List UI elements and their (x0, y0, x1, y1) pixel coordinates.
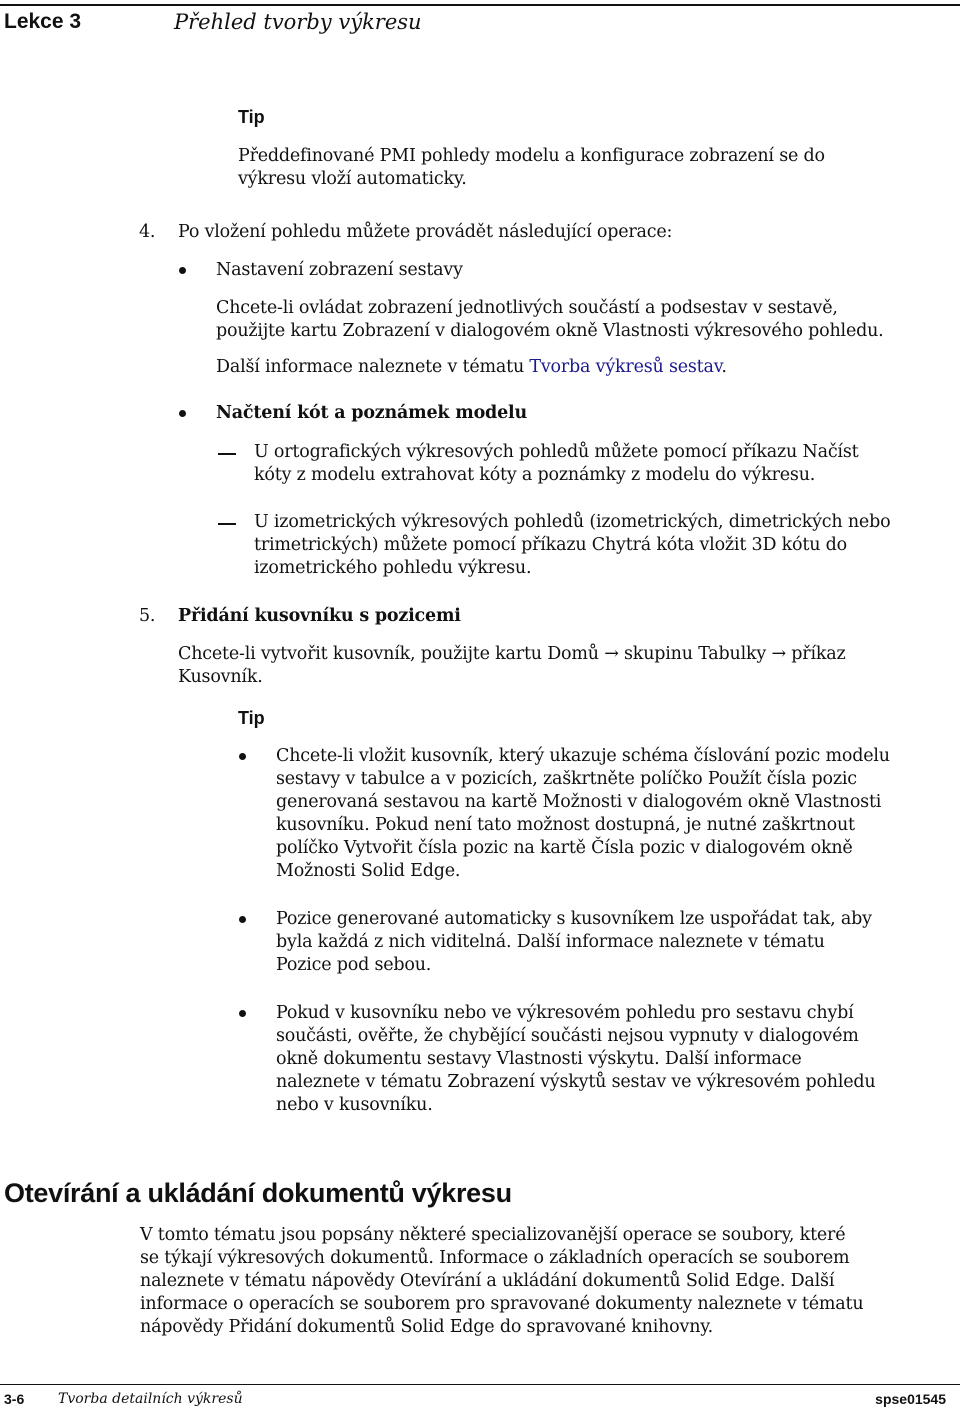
tip-bullet-line: Chcete-li vložit kusovník, který ukazuje schéma číslování pozic modelu (276, 746, 890, 766)
dash-marker (218, 453, 236, 455)
paragraph-line: použijte kartu Zobrazení v dialogovém okně Vlastnosti výkresového pohledu. (216, 321, 884, 341)
chapter-title: Přehled tvorby výkresu (174, 10, 422, 34)
tip-bullet-line: nebo v kusovníku. (276, 1095, 433, 1115)
bullet-marker (239, 916, 246, 923)
dash-item-line: trimetrických) můžete pomocí příkazu Chytrá kóta vložit 3D kótu do (254, 535, 847, 555)
section-paragraph-line: nápovědy Přidání dokumentů Solid Edge do spravované knihovny. (140, 1317, 713, 1337)
dash-item-line: U ortografických výkresových pohledů můžete pomocí příkazu Načíst (254, 442, 859, 462)
tip-bullet-line: byla každá z nich viditelná. Další informace naleznete v tématu (276, 932, 825, 952)
paragraph-line: Kusovník. (178, 667, 263, 687)
dash-marker (218, 523, 236, 525)
section-paragraph-line: informace o operacích se souborem pro spravované dokumenty naleznete v tématu (140, 1294, 864, 1314)
bullet-marker (239, 1010, 246, 1017)
tip-bullet-line: Pozice generované automaticky s kusovníkem lze uspořádat tak, aby (276, 909, 872, 929)
bullet-title: Načtení kót a poznámek modelu (216, 403, 527, 423)
bullet-marker (239, 753, 246, 760)
footer-page-number: 3-6 (4, 1391, 25, 1407)
step-title: Přidání kusovníku s pozicemi (178, 606, 461, 626)
section-paragraph-line: naleznete v tématu nápovědy Otevírání a ukládání dokumentů Solid Edge. Další (140, 1271, 835, 1291)
bullet-title: Nastavení zobrazení sestavy (216, 260, 463, 280)
step-intro: Po vložení pohledu můžete provádět následující operace: (178, 222, 673, 242)
header-rule (0, 4, 960, 6)
tip-bullet-line: Pokud v kusovníku nebo ve výkresovém pohledu pro sestavu chybí (276, 1003, 854, 1023)
footer-book-title: Tvorba detailních výkresů (58, 1391, 243, 1407)
tip-bullet-line: součásti, ověřte, že chybějící součásti nejsou vypnuty v dialogovém (276, 1026, 859, 1046)
see-also-suffix: . (721, 357, 727, 377)
tip-bullet-line: naleznete v tématu Zobrazení výskytů sestav ve výkresovém pohledu (276, 1072, 876, 1092)
tip-text-line: výkresu vloží automaticky. (238, 169, 467, 189)
dash-item-line: U izometrických výkresových pohledů (izometrických, dimetrických nebo (254, 512, 891, 532)
tip-text-line: Předdefinované PMI pohledy modelu a konfigurace zobrazení se do (238, 146, 825, 166)
tip-label: Tip (238, 107, 265, 127)
footer-rule (0, 1384, 960, 1385)
section-paragraph-line: V tomto tématu jsou popsány některé specializovanější operace se soubory, které (140, 1225, 846, 1245)
step-number: 4. (139, 222, 156, 242)
section-heading: Otevírání a ukládání dokumentů výkresu (4, 1178, 512, 1208)
section-paragraph-line: se týkají výkresových dokumentů. Informace o základních operacích se souborem (140, 1248, 850, 1268)
tip-bullet-line: sestavy v tabulce a v pozicích, zaškrtněte políčko Použít čísla pozic (276, 769, 857, 789)
see-also-line (216, 356, 727, 379)
footer-doc-code: spse01545 (875, 1391, 946, 1407)
tip-bullet-line: okně dokumentu sestavy Vlastnosti výskytu. Další informace (276, 1049, 802, 1069)
bullet-marker (179, 267, 186, 274)
dash-item-line: izometrického pohledu výkresu. (254, 558, 532, 578)
paragraph-line: Chcete-li vytvořit kusovník, použijte kartu Domů → skupinu Tabulky → příkaz (178, 644, 846, 664)
paragraph-line: Chcete-li ovládat zobrazení jednotlivých součástí a podsestav v sestavě, (216, 298, 838, 318)
see-also-prefix: Další informace naleznete v tématu (216, 357, 530, 377)
tip-bullet-line: políčko Vytvořit čísla pozic na kartě Čísla pozic v dialogovém okně (276, 838, 853, 858)
tip-bullet-line: generovaná sestavou na kartě Možnosti v dialogovém okně Vlastnosti (276, 792, 882, 812)
lesson-label: Lekce 3 (4, 10, 82, 33)
step-number: 5. (139, 606, 156, 626)
tip-bullet-line: Možnosti Solid Edge. (276, 861, 461, 881)
assembly-drawings-link[interactable]: Tvorba výkresů sestav (529, 357, 722, 377)
dash-item-line: kóty z modelu extrahovat kóty a poznámky z modelu do výkresu. (254, 465, 816, 485)
bullet-marker (179, 410, 186, 417)
tip-bullet-line: Pozice pod sebou. (276, 955, 432, 975)
tip-label: Tip (238, 708, 265, 728)
tip-bullet-line: kusovníku. Pokud není tato možnost dostupná, je nutné zaškrtnout (276, 815, 855, 835)
